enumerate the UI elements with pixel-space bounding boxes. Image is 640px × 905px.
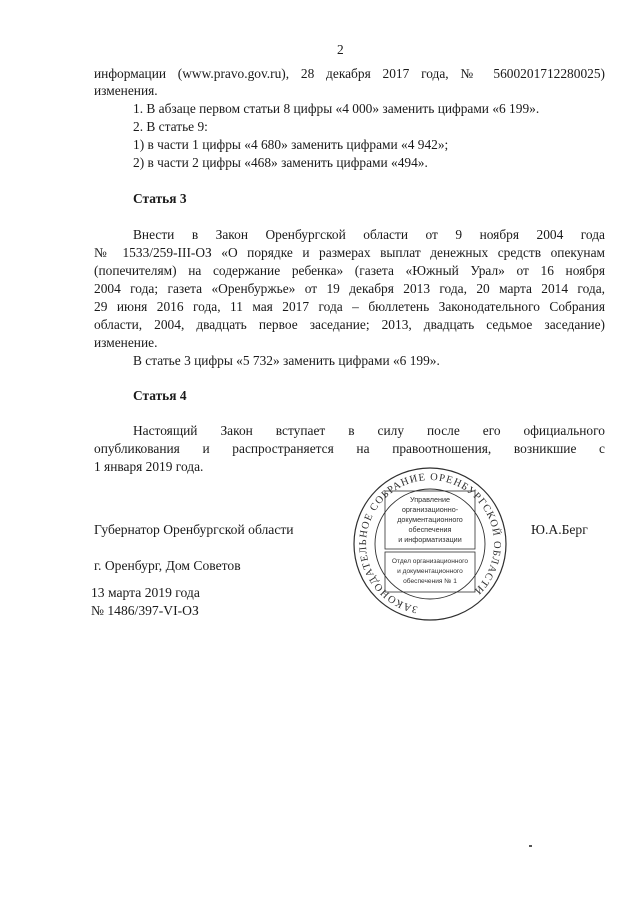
governor-title: Губернатор Оренбургской области (94, 522, 294, 537)
stamp-box1-line: документационного (397, 515, 463, 524)
stamp-graphic (350, 464, 510, 624)
article-3-line: Внести в Закон Оренбургской области от 9 ноября 2004 года (133, 227, 605, 242)
article-3-line: В статье 3 цифры «5 732» заменить цифрами «6 199». (133, 353, 440, 368)
law-number: № 1486/397-VI-ОЗ (91, 603, 199, 618)
signatory-name: Ю.А.Берг (531, 522, 588, 537)
body-line: 1. В абзаце первом статьи 8 цифры «4 000» заменить цифрами «6 199». (133, 101, 540, 116)
page-number: 2 (337, 42, 344, 57)
article-4-heading: Статья 4 (133, 388, 187, 403)
stamp-box1-line: Управление (410, 495, 450, 504)
stamp-box2-line: обеспечения № 1 (403, 578, 457, 585)
article-3-heading: Статья 3 (133, 191, 187, 206)
signing-place: г. Оренбург, Дом Советов (94, 558, 241, 573)
article-3-line: области, 2004, двадцать первое заседание; 2013, двадцать седьмое заседание) (94, 317, 605, 332)
article-4-line: 1 января 2019 года. (94, 459, 204, 474)
article-3-line: (попечителям) на содержание ребенка» (газета «Южный Урал» от 16 ноября (94, 263, 605, 278)
article-3-line: № 1533/259-III-ОЗ «О порядке и размерах выплат денежных средств опекунам (94, 245, 605, 260)
body-line: 1) в части 1 цифры «4 680» заменить цифрами «4 942»; (133, 137, 449, 152)
stamp-box1-line: и информатизации (398, 535, 462, 544)
body-line: информации (www.pravo.gov.ru), 28 декабря 2017 года, № 5600201712280025) (94, 66, 605, 81)
article-3-line: изменение. (94, 335, 158, 350)
article-3-line: 29 июня 2016 года, 11 мая 2017 года – бюллетень Законодательного Собрания (94, 299, 605, 314)
body-line: 2. В статье 9: (133, 119, 208, 134)
body-line: 2) в части 2 цифры «468» заменить цифрами «494». (133, 155, 428, 170)
official-stamp (350, 464, 510, 624)
stamp-ring-text: ЗАКОНОДАТЕЛЬНОЕ СОБРАНИЕ ОРЕНБУРГСКОЙ ОБЛАСТИ (357, 471, 503, 615)
stamp-box1-line: обеспечения (408, 525, 452, 534)
scan-mark (529, 845, 532, 847)
stamp-box1-line: организационно- (401, 505, 459, 514)
stamp-box2-line: Отдел организационного (391, 558, 469, 565)
stamp-box2-line: и документационного (397, 568, 463, 575)
body-line: изменения. (94, 83, 158, 98)
article-3-line: 2004 года; газета «Оренбуржье» от 19 декабря 2013 года, 20 марта 2014 года, (94, 281, 605, 296)
signing-date: 13 марта 2019 года (91, 585, 200, 600)
article-4-line: опубликования и распространяется на правоотношения, возникшие с (94, 441, 605, 456)
article-4-line: Настоящий Закон вступает в силу после его официального (133, 423, 605, 438)
